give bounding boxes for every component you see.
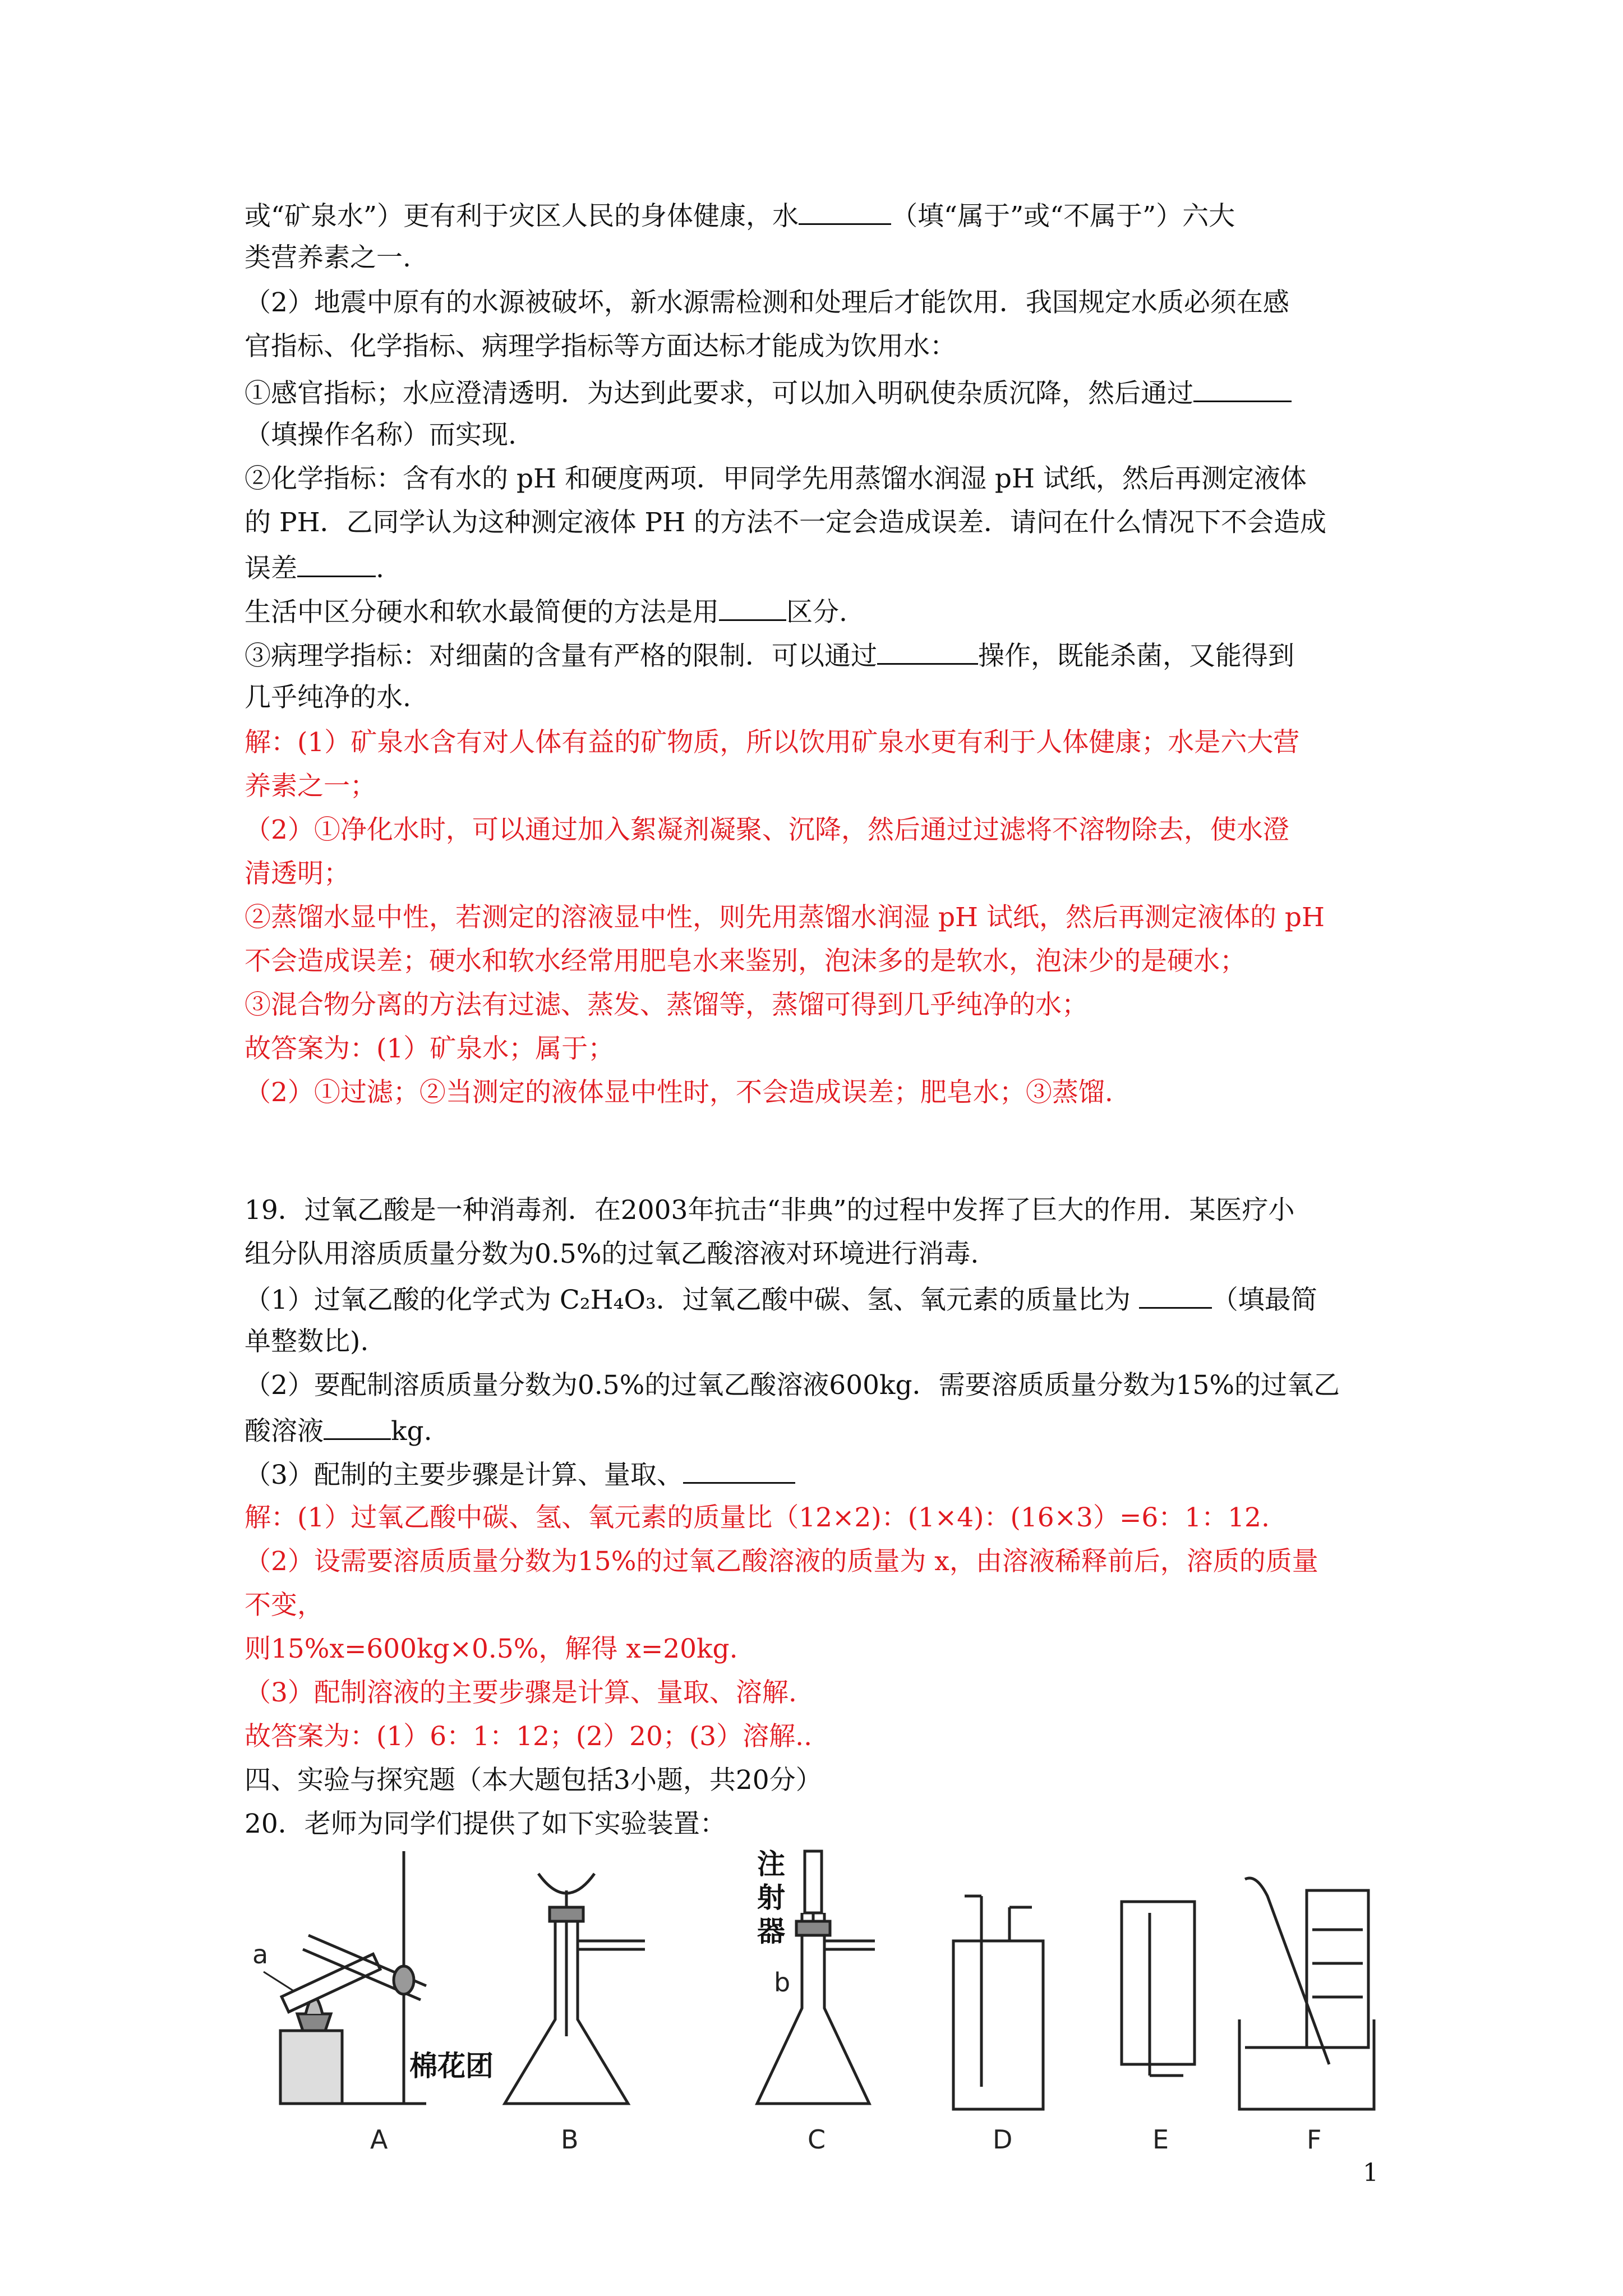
q19-line-4: 单整数比). — [245, 1326, 369, 1357]
label-small-a: a — [252, 1939, 269, 1970]
blank — [877, 637, 978, 665]
ans18-line-7: ③混合物分离的方法有过滤、蒸发、蒸馏等，蒸馏可得到几乎纯净的水； — [245, 990, 1088, 1020]
ans18-line-2: 养素之一； — [245, 771, 376, 802]
ans19-line-5: （3）配制溶液的主要步骤是计算、量取、溶解. — [245, 1677, 797, 1708]
label-c: C — [808, 2124, 826, 2155]
blank — [683, 1456, 795, 1484]
q18-line-2: 类营养素之一. — [245, 242, 411, 273]
ans18-line-9: （2）①过滤；②当测定的液体显中性时，不会造成误差；肥皂水；③蒸馏. — [245, 1077, 1113, 1108]
q18-line-9: 误差 . — [245, 550, 1389, 586]
blank — [324, 1412, 391, 1440]
ans18-line-1: 解：(1）矿泉水含有对人体有益的矿物质，所以饮用矿泉水更有利于人体健康；水是六大营 — [245, 727, 1300, 758]
q19-line-7: （3）配制的主要步骤是计算、量取、 — [245, 1456, 1389, 1492]
blank — [799, 197, 891, 225]
q18-line-12: 几乎纯净的水. — [245, 682, 411, 713]
apparatus-a — [264, 1851, 426, 2104]
q19-line-6: 酸溶液 kg. — [245, 1412, 1389, 1448]
ans19-line-4: 则15%x=600kg×0.5%，解得 x=20kg. — [245, 1634, 738, 1664]
label-e: E — [1152, 2124, 1169, 2155]
q18-line-1: 或“矿泉水”）更有利于灾区人民的身体健康，水 （填“属于”或“不属于”）六大 — [245, 197, 1389, 233]
q19-line-2: 组分队用溶质质量分数为0.5%的过氧乙酸溶液对环境进行消毒. — [245, 1239, 979, 1269]
ans19-line-1: 解：(1）过氧乙酸中碳、氢、氧元素的质量比（12×2)：(1×4)：(16×3）=6：1：12. — [245, 1502, 1270, 1533]
syringe-label-2: 射 — [757, 1881, 785, 1914]
apparatus-figure — [241, 1846, 1391, 2160]
ans18-line-6: 不会造成误差；硬水和软水经常用肥皂水来鉴别，泡沫多的是软水，泡沫少的是硬水； — [245, 946, 1246, 977]
q18-line-11: ③病理学指标：对细菌的含量有严格的限制．可以通过 操作，既能杀菌，又能得到 — [245, 637, 1389, 673]
ans18-line-4: 清透明； — [245, 858, 350, 889]
blank — [719, 593, 786, 621]
ans19-line-2: （2）设需要溶质质量分数为15%的过氧乙酸溶液的质量为 x，由溶液稀释前后，溶质的质量 — [245, 1546, 1318, 1577]
q18-line-3: （2）地震中原有的水源被破坏，新水源需检测和处理后才能饮用．我国规定水质必须在感 — [245, 287, 1289, 318]
ans18-line-8: 故答案为：(1）矿泉水；属于； — [245, 1033, 615, 1064]
q19-line-1: 19．过氧乙酸是一种消毒剂．在2003年抗击“非典”的过程中发挥了巨大的作用．某医疗小 — [245, 1195, 1295, 1226]
page-number: 1 — [1363, 2159, 1378, 2187]
q18-line-7: ②化学指标：含有水的 pH 和硬度两项．甲同学先用蒸馏水润湿 pH 试纸，然后再测定液体 — [245, 463, 1307, 494]
q19-line-5: （2）要配制溶质质量分数为0.5%的过氧乙酸溶液600kg．需要溶质质量分数为15%的过氧乙 — [245, 1370, 1340, 1401]
q18-line-5: ①感官指标；水应澄清透明．为达到此要求，可以加入明矾使杂质沉降，然后通过 — [245, 375, 1389, 411]
syringe-label-3: 器 — [757, 1915, 785, 1948]
label-f: F — [1307, 2124, 1322, 2155]
apparatus-f — [1239, 1878, 1374, 2109]
label-b: B — [561, 2124, 579, 2155]
apparatus-e — [1122, 1902, 1195, 2076]
syringe-label-1: 注 — [757, 1848, 785, 1880]
ans19-line-3: 不变， — [245, 1590, 324, 1621]
blank — [297, 550, 376, 577]
apparatus-b — [505, 1874, 645, 2104]
q18-line-10: 生活中区分硬水和软水最简便的方法是用 区分. — [245, 593, 1389, 629]
label-d: D — [993, 2124, 1013, 2155]
cotton-label: 棉花团 — [409, 2050, 494, 2082]
q18-line-6: （填操作名称）而实现. — [245, 420, 517, 450]
q20-stem: 20．老师为同学们提供了如下实验装置： — [245, 1809, 726, 1839]
ans19-line-6: 故答案为：(1）6：1：12；(2）20；(3）溶解.. — [245, 1721, 813, 1752]
ans18-line-5: ②蒸馏水显中性，若测定的溶液显中性，则先用蒸馏水润湿 pH 试纸，然后再测定液体的 pH — [245, 902, 1325, 933]
q18-line-8: 的 PH．乙同学认为这种测定液体 PH 的方法不一定会造成误差．请问在什么情况下不会造成 — [245, 507, 1327, 538]
blank — [1193, 375, 1292, 402]
label-small-b: b — [774, 1967, 791, 1998]
section-heading: 四、实验与探究题（本大题包括3小题，共20分） — [245, 1765, 822, 1796]
blank — [1139, 1281, 1212, 1309]
apparatus-d — [953, 1896, 1043, 2109]
q18-line-4: 官指标、化学指标、病理学指标等方面达标才能成为饮用水： — [245, 331, 956, 362]
q19-line-3: （1）过氧乙酸的化学式为 C₂H₄O₃．过氧乙酸中碳、氢、氧元素的质量比为 （填最简 — [245, 1281, 1389, 1317]
ans18-line-3: （2）①净化水时，可以通过加入絮凝剂凝聚、沉降，然后通过过滤将不溶物除去，使水澄 — [245, 815, 1289, 845]
label-a: A — [370, 2124, 388, 2155]
